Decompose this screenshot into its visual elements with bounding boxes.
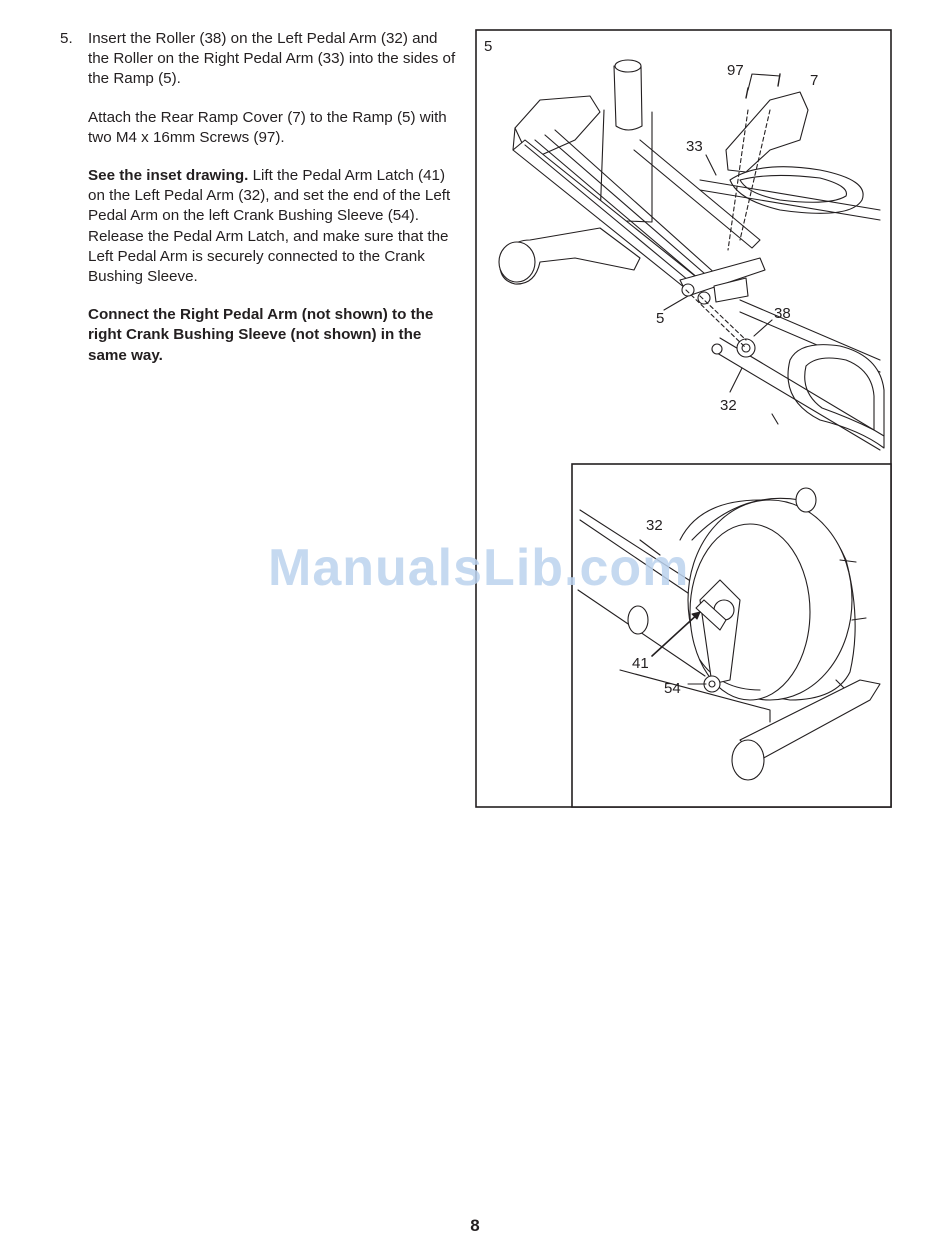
- callout-7: 7: [810, 72, 819, 89]
- inset-callout-54: 54: [664, 680, 681, 697]
- instruction-paragraph-1: Insert the Roller (38) on the Left Pedal Arm (32) and the Roller on the Right Pedal Arm (33) into the sides of the Ramp (5).: [88, 30, 456, 88]
- inset-reference: See the inset drawing.: [88, 167, 249, 185]
- callout-38: 38: [774, 305, 791, 322]
- callout-32: 32: [720, 397, 737, 414]
- inset-instruction: Lift the Pedal Arm Latch (41) on the Left Pedal Arm (32), and set the end of the Left Pedal Arm on the left Crank Bushing Sleeve (54). Release the Pedal Arm Latch, and make sure that the Left Pedal Arm is securely connected to the Crank Bushing Sleeve.: [88, 167, 451, 286]
- callout-33: 33: [686, 138, 703, 155]
- inset-callout-41: 41: [632, 655, 649, 672]
- callout-97: 97: [727, 62, 744, 79]
- callout-5: 5: [656, 310, 665, 327]
- step-label: 5: [484, 38, 493, 55]
- page-number: 8: [470, 1216, 480, 1235]
- main-illustration: [499, 60, 884, 450]
- watermark: ManualsLib.com: [268, 539, 690, 597]
- right-pedal-note: Connect the Right Pedal Arm (not shown) to the right Crank Bushing Sleeve (not shown) in the same way.: [88, 306, 434, 364]
- instruction-paragraph-2: Attach the Rear Ramp Cover (7) to the Ramp (5) with two M4 x 16mm Screws (97).: [88, 108, 447, 146]
- step-number: 5.: [60, 30, 73, 47]
- inset-callout-32: 32: [646, 517, 663, 534]
